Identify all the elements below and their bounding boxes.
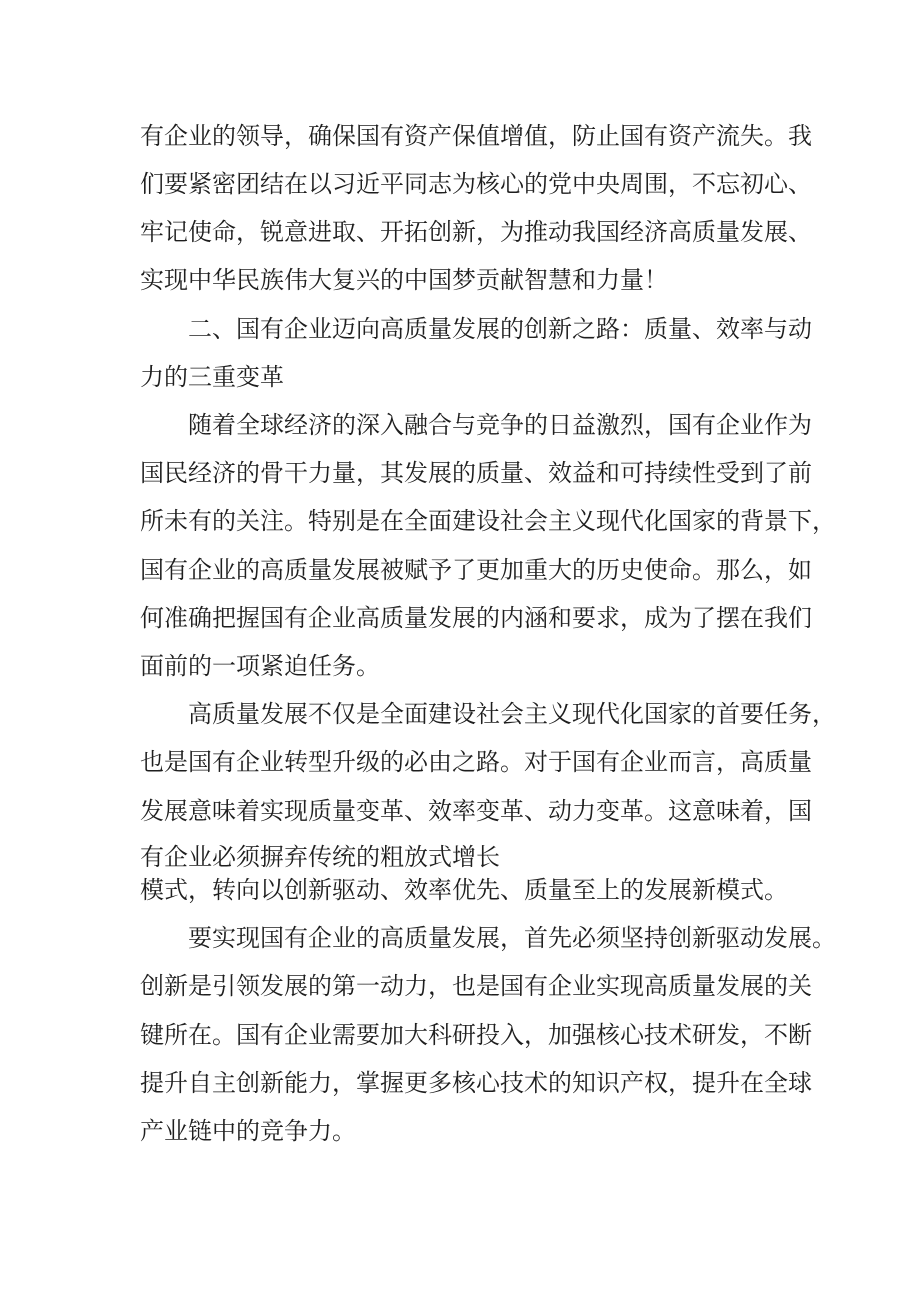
text-line: 发展意味着实现质量变革、效率变革、动力变革。这意味着，国 [140,797,812,825]
text-line: 有企业必须摒弃传统的粗放式增长 [140,843,500,871]
section-heading-line: 力的三重变革 [140,363,284,391]
text-line: 产业链中的竞争力。 [140,1117,356,1145]
text-line: 所未有的关注。特别是在全面建设社会主义现代化国家的背景下， [140,507,836,535]
text-line: 要实现国有企业的高质量发展，首先必须坚持创新驱动发展。 [188,924,836,952]
text-line: 们要紧密团结在以习近平同志为核心的党中央周围，不忘初心、 [140,170,812,198]
text-line: 也是国有企业转型升级的必由之路。对于国有企业而言，高质量 [140,748,812,776]
text-line: 面前的一项紧迫任务。 [140,652,380,680]
text-line: 有企业的领导，确保国有资产保值增值，防止国有资产流失。我 [140,122,812,150]
text-line: 高质量发展不仅是全面建设社会主义现代化国家的首要任务， [188,700,836,728]
text-line: 牢记使命，锐意进取、开拓创新，为推动我国经济高质量发展、 [140,218,812,246]
text-line: 键所在。国有企业需要加大科研投入，加强核心技术研发，不断 [140,1021,812,1049]
text-line: 国有企业的高质量发展被赋予了更加重大的历史使命。那么，如 [140,556,812,584]
text-line: 何准确把握国有企业高质量发展的内涵和要求，成为了摆在我们 [140,604,812,632]
text-line: 实现中华民族伟大复兴的中国梦贡献智慧和力量！ [140,266,668,294]
text-line: 提升自主创新能力，掌握更多核心技术的知识产权，提升在全球 [140,1069,812,1097]
text-line: 模式，转向以创新驱动、效率优先、质量至上的发展新模式。 [140,876,788,904]
text-line: 国民经济的骨干力量，其发展的质量、效益和可持续性受到了前 [140,459,812,487]
text-line: 随着全球经济的深入融合与竞争的日益激烈，国有企业作为 [188,411,812,439]
text-line: 创新是引领发展的第一动力，也是国有企业实现高质量发展的关 [140,972,812,1000]
section-heading-line: 二、国有企业迈向高质量发展的创新之路：质量、效率与动 [188,315,812,343]
